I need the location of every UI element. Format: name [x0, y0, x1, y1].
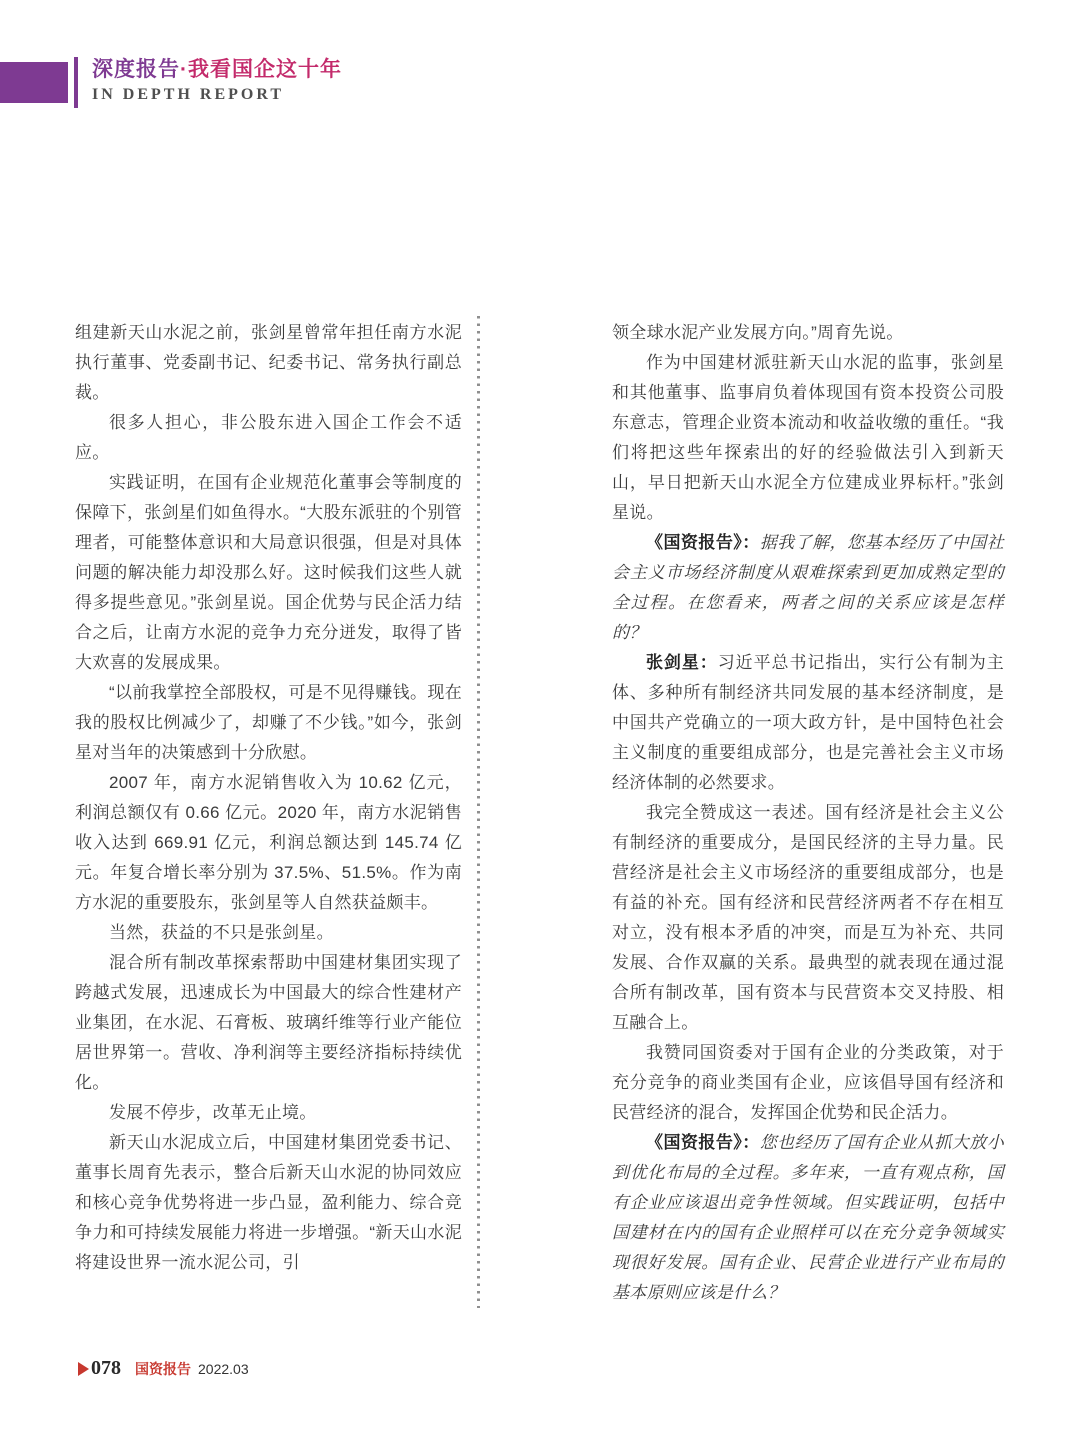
section-title-separator: ·	[180, 58, 188, 81]
right-column	[612, 318, 1004, 1308]
body-paragraph	[75, 948, 462, 1098]
paragraph-text: 习近平总书记指出，实行公有制为主体、多种所有制经济共同发展的基本经济制度，是中国共产党确立的一项大政方针，是中国特色社会主义制度的重要组成部分，也是完善社会主义市场经济体制的必然要求。	[612, 653, 1004, 792]
paragraph-text: 新天山水泥成立后，中国建材集团党委书记、董事长周育先表示，整合后新天山水泥的协同效应和核心竞争优势将进一步凸显，盈利能力、综合竞争力和可持续发展能力将进一步增强。“新天山水泥将建设世界一流水泥公司，引	[75, 1133, 462, 1272]
interview-question	[612, 1128, 1004, 1308]
body-paragraph	[612, 798, 1004, 1038]
paragraph-text: 实践证明，在国有企业规范化董事会等制度的保障下，张剑星们如鱼得水。“大股东派驻的个别管理者，可能整体意识和大局意识很强，但是对具体问题的解决能力却没那么好。这时候我们这些人就得多提些意见。”张剑星说。国企优势与民企活力结合之后，让南方水泥的竞争力充分迸发，取得了皆大欢喜的发展成果。	[75, 473, 462, 672]
column-divider	[477, 316, 480, 1308]
issue-date: 2022.03	[198, 1360, 249, 1377]
paragraph-text: “以前我掌控全部股权，可是不见得赚钱。现在我的股权比例减少了，却赚了不少钱。”如今，张剑星对当年的决策感到十分欣慰。	[75, 683, 462, 762]
paragraph-text: 作为中国建材派驻新天山水泥的监事，张剑星和其他董事、监事肩负着体现国有资本投资公司股东意志，管理企业资本流动和收益收缴的重任。“我们将把这些年探索出的好的经验做法引入到新天山，早日把新天山水泥全方位建成业界标杆。”张剑星说。	[612, 353, 1004, 522]
paragraph-text: 您也经历了国有企业从抓大放小到优化布局的全过程。多年来，一直有观点称，国有企业应该退出竞争性领域。但实践证明，包括中国建材在内的国有企业照样可以在充分竞争领域实现很好发展。国有企业、民营企业进行产业布局的基本原则应该是什么？	[612, 1133, 1004, 1302]
paragraph-text: 领全球水泥产业发展方向。”周育先说。	[612, 323, 904, 342]
body-paragraph	[75, 318, 462, 408]
left-column	[75, 318, 462, 1278]
page-number: 078	[91, 1357, 121, 1379]
magazine-name: 国资报告	[135, 1360, 191, 1377]
body-paragraph	[612, 1038, 1004, 1128]
body-paragraph	[75, 1128, 462, 1278]
paragraph-text: 当然，获益的不只是张剑星。	[109, 923, 334, 942]
paragraph-text: 我完全赞成这一表述。国有经济是社会主义公有制经济的重要成分，是国民经济的主导力量。民营经济是社会主义市场经济的重要组成部分，也是有益的补充。国有经济和民营经济两者不存在相互对立，没有根本矛盾的冲突，而是互为补充、共同发展、合作双赢的关系。最典型的就表现在通过混合所有制改革，国有资本与民营资本交叉持股、相互融合上。	[612, 803, 1004, 1032]
body-paragraph	[75, 408, 462, 468]
paragraph-text: 我赞同国资委对于国有企业的分类政策，对于充分竞争的商业类国有企业，应该倡导国有经济和民营经济的混合，发挥国企优势和民企活力。	[612, 1043, 1004, 1122]
speaker-label: 《国资报告》：	[646, 1133, 760, 1152]
section-title	[92, 58, 342, 82]
section-title-en: IN DEPTH REPORT	[92, 86, 285, 104]
header-accent-bar	[74, 57, 78, 108]
body-paragraph	[75, 468, 462, 678]
body-paragraph	[75, 768, 462, 918]
paragraph-text: 混合所有制改革探索帮助中国建材集团实现了跨越式发展，迅速成长为中国最大的综合性建材产业集团，在水泥、石膏板、玻璃纤维等行业产能位居世界第一。营收、净利润等主要经济指标持续优化。	[75, 953, 462, 1092]
interview-question	[612, 528, 1004, 648]
paragraph-text: 组建新天山水泥之前，张剑星曾常年担任南方水泥执行董事、党委副书记、纪委书记、常务执行副总裁。	[75, 323, 462, 402]
speaker-label: 《国资报告》：	[646, 533, 760, 552]
paragraph-text: 2007 年，南方水泥销售收入为 10.62 亿元，利润总额仅有 0.66 亿元。2020 年，南方水泥销售收入达到 669.91 亿元，利润总额达到 145.74 亿元。年复合增长率分别为 37.5%、51.5%。作为南方水泥的重要股东，张剑星等人自然获益颇丰。	[75, 773, 462, 912]
section-header	[92, 58, 342, 105]
paragraph-text: 据我了解，您基本经历了中国社会主义市场经济制度从艰难探索到更加成熟定型的全过程。在您看来，两者之间的关系应该是怎样的？	[612, 533, 1004, 642]
footer	[78, 1357, 249, 1380]
interview-answer	[612, 648, 1004, 798]
body-paragraph	[75, 918, 462, 948]
body-paragraph	[612, 318, 1004, 348]
body-paragraph	[612, 348, 1004, 528]
body-paragraph	[75, 1098, 462, 1128]
section-title-cn: 深度报告	[92, 58, 180, 81]
paragraph-text: 发展不停步，改革无止境。	[109, 1103, 317, 1122]
body-paragraph	[75, 678, 462, 768]
speaker-label: 张剑星：	[646, 653, 718, 672]
paragraph-text: 很多人担心，非公股东进入国企工作会不适应。	[75, 413, 462, 462]
header-accent-block	[0, 62, 68, 103]
page-triangle-icon	[78, 1362, 89, 1376]
section-title-topic: 我看国企这十年	[188, 58, 342, 81]
